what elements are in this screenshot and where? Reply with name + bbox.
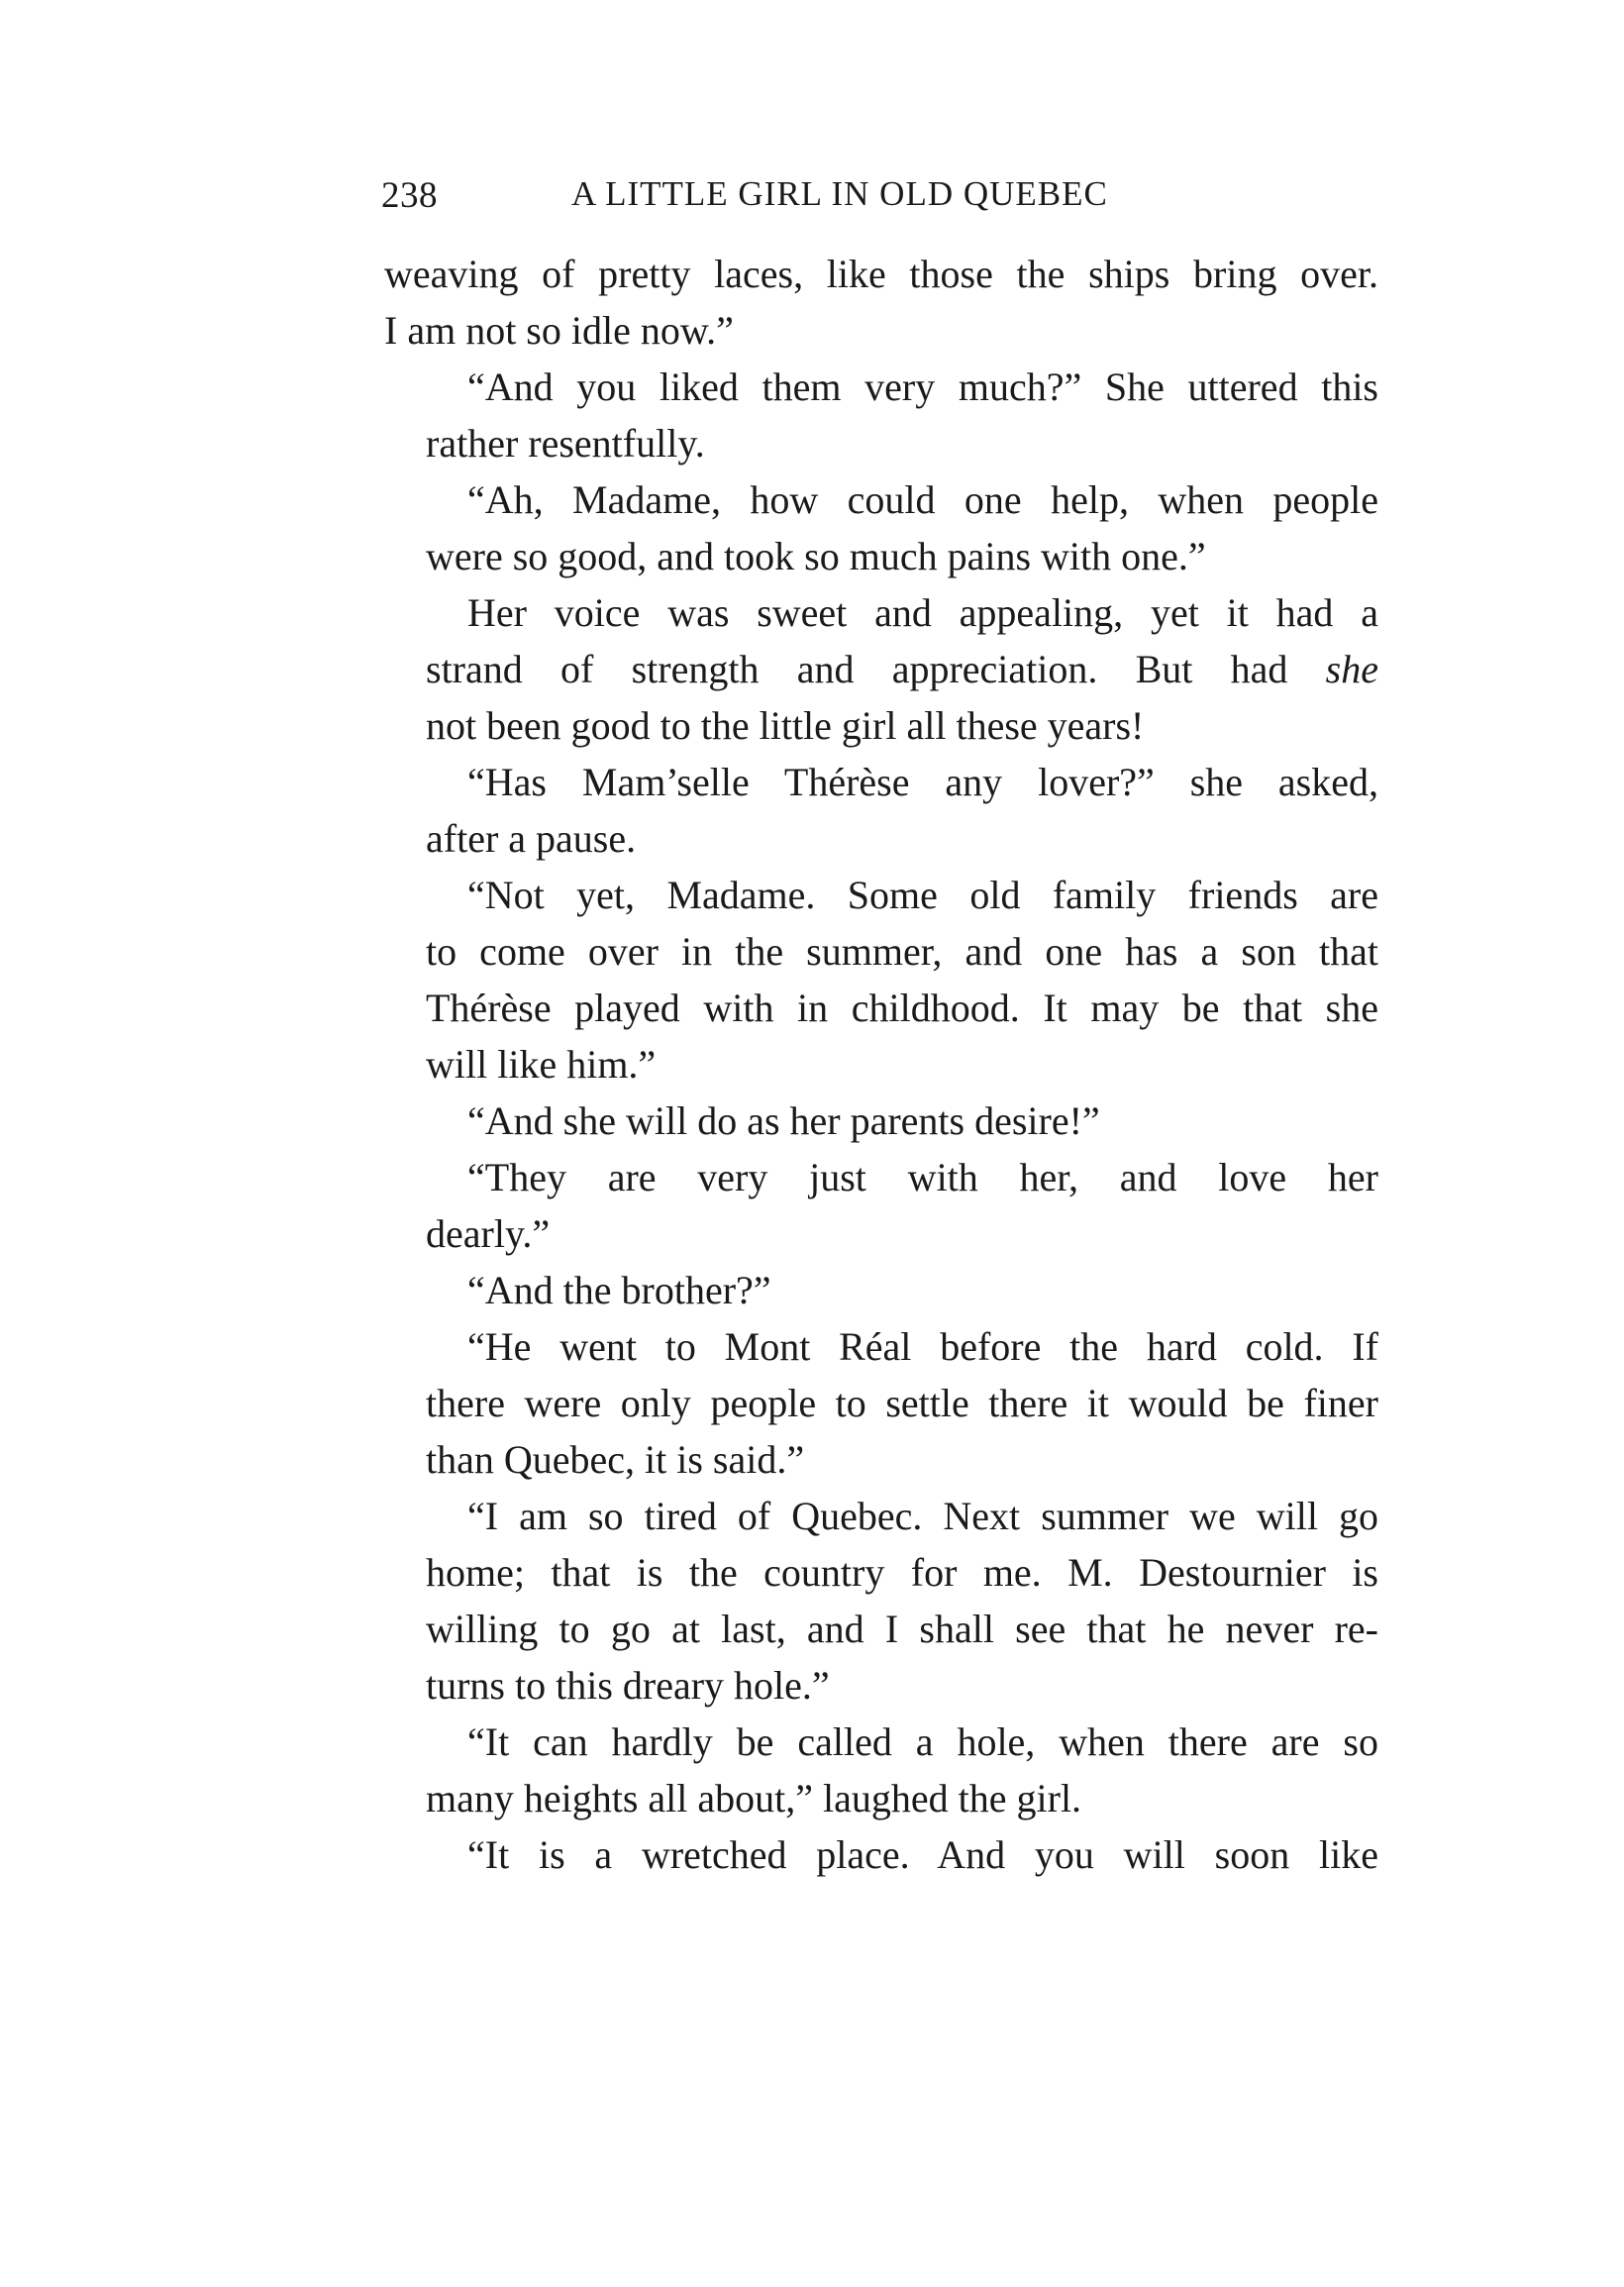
running-title: A LITTLE GIRL IN OLD QUEBEC	[571, 174, 1108, 213]
text-line: were so good, and took so much pains with one.”	[426, 534, 1206, 578]
text-line: “Not yet, Madame. Some old family friends are	[467, 873, 1378, 917]
paragraph	[384, 471, 1378, 584]
text-line: rather resentfully.	[426, 421, 705, 466]
text-line: turns to this dreary hole.”	[426, 1663, 830, 1708]
paragraph	[384, 246, 1378, 359]
text-line: weaving of pretty laces, like those the ships bring over.	[384, 252, 1378, 296]
text-line: not been good to the little girl all these years!	[426, 703, 1145, 748]
text-line: will like him.”	[426, 1042, 657, 1087]
text-line: “It can hardly be called a hole, when there are so	[467, 1719, 1378, 1764]
text-line: “And she will do as her parents desire!”	[467, 1098, 1100, 1143]
text-line: “Has Mam’selle Thérèse any lover?” she asked,	[467, 760, 1378, 804]
text-line: dearly.”	[426, 1211, 551, 1256]
text-line: willing to go at last, and I shall see that he never re-	[426, 1607, 1378, 1651]
text-line: Her voice was sweet and appealing, yet it had a	[467, 590, 1378, 635]
text-line: “They are very just with her, and love her	[467, 1155, 1378, 1199]
paragraph	[384, 1262, 1378, 1318]
running-head	[381, 174, 1381, 222]
paragraph	[384, 584, 1378, 754]
text-line: than Quebec, it is said.”	[426, 1437, 805, 1482]
text-line: to come over in the summer, and one has a son that	[426, 929, 1378, 974]
paragraph	[384, 1318, 1378, 1488]
text-line: “It is a wretched place. And you will soon like	[467, 1832, 1378, 1877]
text-line: “He went to Mont Réal before the hard cold. If	[467, 1324, 1378, 1369]
text-line: I am not so idle now.”	[384, 308, 734, 353]
text-line: “I am so tired of Quebec. Next summer we will go	[467, 1494, 1378, 1538]
paragraph	[384, 754, 1378, 867]
text-line: there were only people to settle there it would be finer	[426, 1381, 1378, 1425]
text-line: home; that is the country for me. M. Destournier is	[426, 1550, 1378, 1595]
paragraph	[384, 1149, 1378, 1262]
paragraph	[384, 1826, 1378, 1883]
text-line: “Ah, Madame, how could one help, when people	[467, 477, 1378, 522]
body-text	[384, 246, 1378, 1883]
text-line	[384, 641, 1378, 697]
text-line: “And you liked them very much?” She uttered this	[467, 364, 1378, 409]
paragraph	[384, 867, 1378, 1092]
paragraph	[384, 1714, 1378, 1826]
text-line: after a pause.	[426, 816, 637, 861]
page-number: 238	[381, 175, 438, 216]
text-line: many heights all about,” laughed the girl.	[426, 1776, 1082, 1820]
paragraph	[384, 1092, 1378, 1149]
paragraph	[384, 359, 1378, 471]
text-line: “And the brother?”	[467, 1268, 771, 1312]
text-line: Thérèse played with in childhood. It may be that she	[426, 986, 1378, 1030]
text-segment: strand of strength and appreciation. But had she	[426, 647, 1378, 691]
paragraph	[384, 1488, 1378, 1714]
